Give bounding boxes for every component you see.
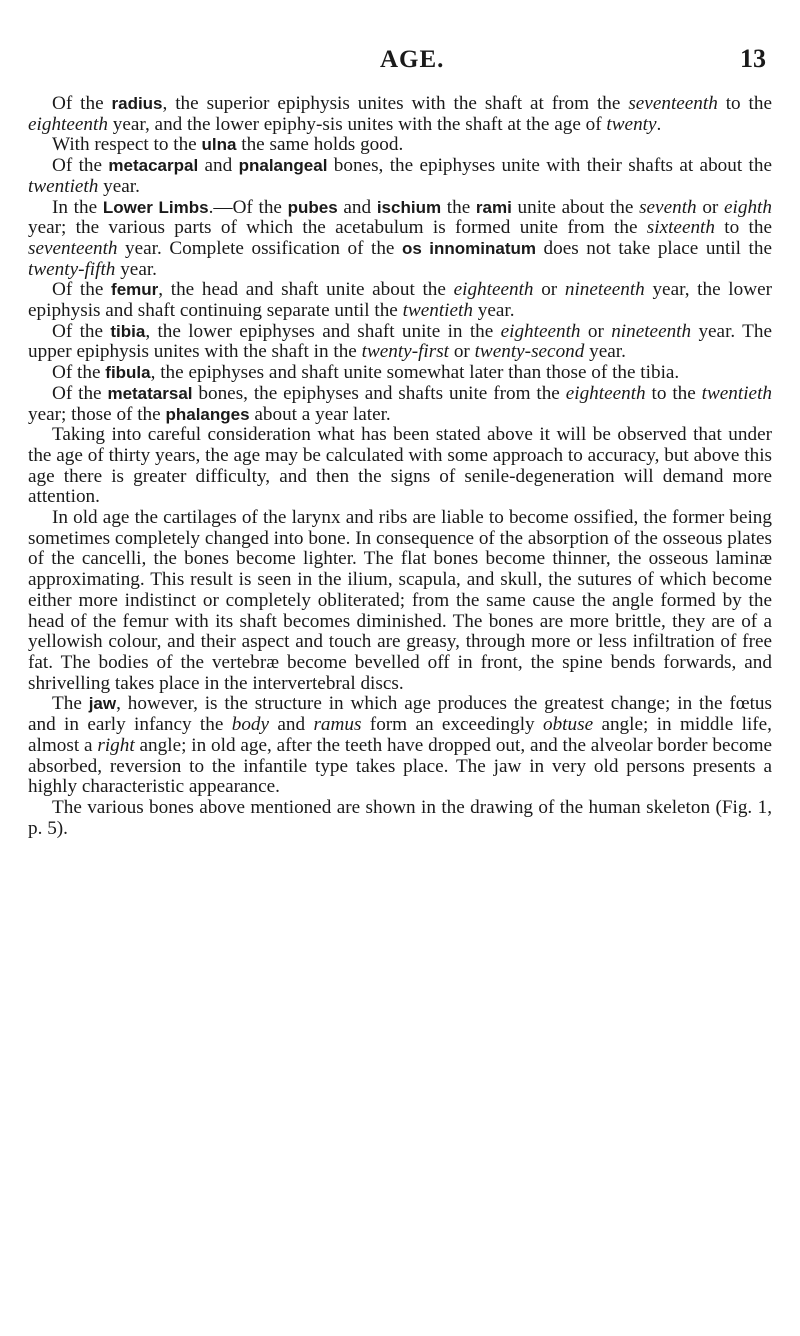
text-run: or (449, 341, 475, 363)
italic-term: eighteenth (565, 382, 646, 404)
text-run: form an exceedingly (361, 714, 543, 736)
italic-term: sixteenth (646, 217, 715, 239)
paragraph (28, 156, 772, 197)
text-run: or (580, 320, 612, 342)
text-run: bones, the epiphyses and shafts unite from the (192, 382, 566, 404)
paragraph (28, 322, 772, 363)
italic-term: seventeenth (628, 93, 718, 114)
text-run: Of the (52, 382, 108, 404)
text-run: , the epiphyses and shaft unite somewhat later than those of the tibia. (150, 362, 680, 384)
bold-term: metacarpal (108, 156, 199, 176)
text-run: In old age the cartilages of the larynx and ribs are liable to become ossified, the former being sometimes completely changed into bone. In consequence of the absorption of the osseous plates of the cancelli, the bones become lighter. The flat bones become thinner, the osseous laminæ approximating. This result is seen in the ilium, scapula, and skull, the sutures of which become either more indistinct or completely obliterated; from the same cause the angle formed by the head of the femur with its shaft becomes diminished. The bones are more brittle, they are of a yellowish colour, and their aspect and touch are greasy, through more or less infiltration of free fat. The bodies of the vertebræ become bevelled off in front, the spine bends forwards, and shrivelling takes place in the intervertebral discs. (28, 507, 772, 694)
text-run: year, and the lower epiphy-sis unites with the shaft at the age of (107, 113, 607, 135)
text-run: year. Complete ossification of the (117, 237, 402, 259)
italic-term: twenty-first (361, 341, 450, 363)
text-run: .—Of the (208, 196, 288, 218)
bold-term: phalanges (165, 404, 250, 424)
bold-term: femur (111, 280, 159, 300)
text-run: unite about the (511, 196, 640, 218)
text-run: Of the (52, 155, 109, 177)
italic-term: twenty-fifth (28, 258, 116, 280)
text-run: year; those of the (28, 403, 166, 425)
text-run: the (441, 196, 476, 218)
italic-term: seventh (639, 196, 697, 218)
bold-term: metatarsal (107, 383, 193, 403)
paragraph (28, 280, 772, 321)
italic-term: twentieth (701, 382, 772, 404)
paragraph (28, 94, 772, 135)
text-run: Of the (52, 279, 112, 301)
italic-term: twentieth (28, 175, 99, 197)
text-run: year. The upper epiphysis unites with the shaft in the (28, 320, 773, 363)
running-title: AGE. (380, 46, 445, 73)
text-run: angle; in old age, after the teeth have dropped out, and the alveolar border become absorbed, reversion to the infantile type takes place. The jaw in very old persons presents a highly characteristic appearance. (28, 734, 773, 798)
text-run: year. (472, 300, 515, 322)
text-run: bones, the epiphyses unite with their shafts at about the (327, 155, 772, 177)
text-run: to the (714, 217, 772, 239)
italic-term: twentieth (402, 300, 473, 322)
italic-term: nineteenth (611, 320, 692, 342)
text-run: , the head and shaft unite about the (158, 279, 454, 301)
bold-term: jaw (88, 694, 117, 714)
text-run: to the (717, 93, 772, 114)
text-run: or (696, 196, 725, 218)
text-run: , the lower epiphyses and shaft unite in the (145, 320, 501, 342)
paragraph (28, 694, 772, 798)
italic-term: eighth (724, 196, 772, 218)
italic-term: twenty (606, 113, 657, 135)
text-run: or (533, 279, 565, 301)
text-run: and (337, 196, 377, 218)
text-run: . (656, 113, 662, 135)
italic-term: twenty-second (474, 341, 585, 363)
paragraph (28, 798, 772, 839)
text-run: to the (645, 382, 702, 404)
italic-term: body (231, 714, 270, 736)
italic-term: eighteenth (500, 320, 581, 342)
text-run: In the (52, 196, 103, 218)
italic-term: right (97, 734, 135, 756)
text-run: about a year later. (249, 403, 391, 425)
text-run: angle; in middle life, almost a (28, 714, 772, 756)
text-run: Taking into careful consideration what has been stated above it will be observed that under the age of thirty years, the age may be calculated with some approach to accuracy, but above this age there is greater difficulty, and then the signs of senile-degeneration will demand more attention. (28, 424, 772, 508)
book-page (28, 0, 772, 1336)
text-run: and (198, 155, 239, 177)
text-run: year, the lower epiphysis and shaft continuing separate until the (28, 279, 772, 322)
text-run: , however, is the structure in which age produces the greatest change; in the fœtus and in early infancy the (28, 693, 772, 736)
running-head (28, 46, 772, 86)
paragraph (28, 508, 772, 694)
bold-term: tibia (110, 321, 146, 341)
text-run: year; the various parts of which the acetabulum is formed unite from the (28, 217, 647, 239)
text-run: year. (98, 175, 140, 197)
bold-term: os innominatum (401, 238, 537, 258)
text-run: , the superior epiphysis unites with the shaft at from the (162, 93, 629, 114)
text-run: year. (115, 258, 157, 280)
italic-term: seventeenth (28, 237, 118, 259)
italic-term: nineteenth (564, 279, 645, 301)
bold-term: pubes (287, 197, 338, 217)
body-text (28, 94, 772, 839)
text-run: Of the (52, 362, 106, 384)
paragraph (28, 198, 772, 281)
paragraph (28, 363, 772, 384)
bold-term: pnalangeal (238, 156, 328, 176)
paragraph (28, 384, 772, 425)
text-run: Of the (52, 320, 111, 342)
text-run: and (269, 714, 314, 736)
text-run: The (52, 693, 89, 715)
paragraph (28, 425, 772, 508)
italic-term: obtuse (542, 714, 594, 736)
italic-term: eighteenth (28, 113, 108, 135)
text-run: With respect to the (52, 134, 202, 156)
bold-term: ulna (201, 135, 237, 155)
bold-term: Lower Limbs (102, 197, 209, 217)
text-run: The various bones above mentioned are shown in the drawing of the human skeleton (Fig. 1, p. 5). (28, 796, 772, 839)
italic-term: ramus (313, 714, 362, 736)
text-run: year. (584, 341, 626, 363)
paragraph (28, 135, 772, 156)
text-run: Of the (52, 93, 112, 114)
page-number: 13 (740, 44, 766, 73)
bold-term: rami (475, 197, 512, 217)
bold-term: ischium (376, 197, 442, 217)
italic-term: eighteenth (453, 279, 534, 301)
bold-term: fibula (105, 363, 151, 383)
bold-term: radius (111, 94, 163, 113)
text-run: does not take place until the (536, 237, 772, 259)
text-run: the same holds good. (236, 134, 404, 156)
